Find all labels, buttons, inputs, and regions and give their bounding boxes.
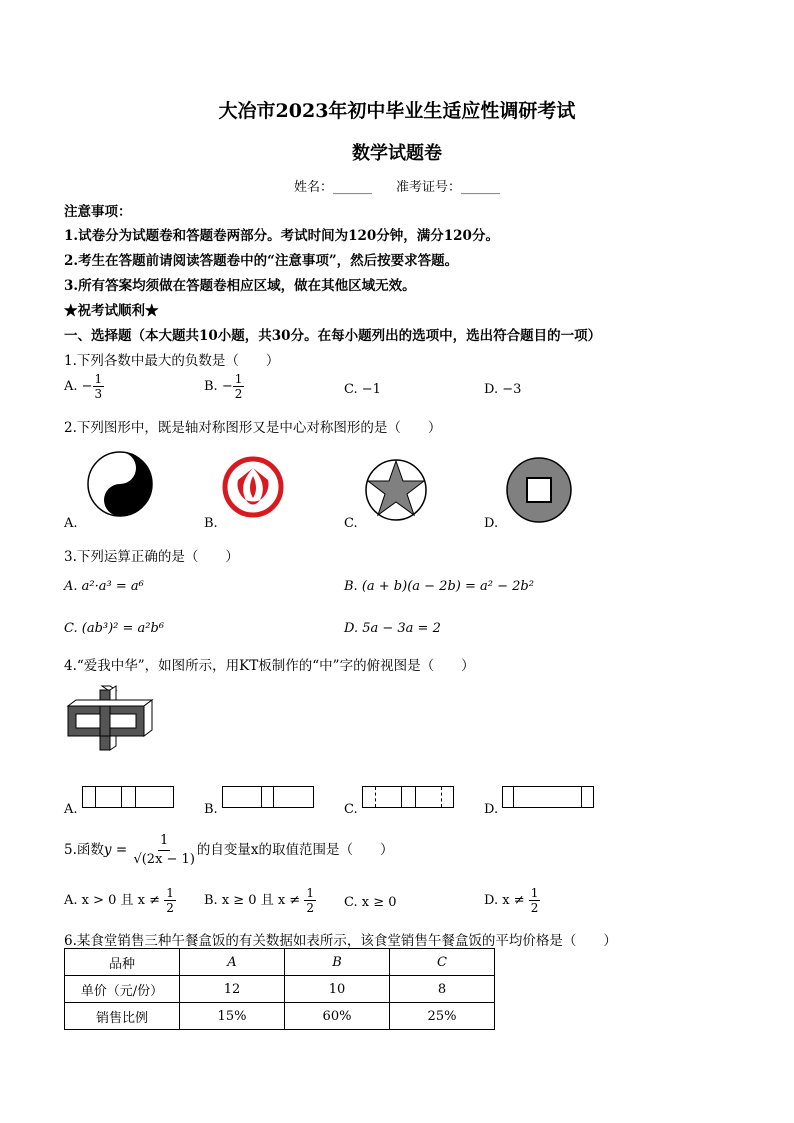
q5-equals: = xyxy=(111,842,132,858)
table-cell: 8 xyxy=(390,976,495,1003)
q1-b-num: 1 xyxy=(234,372,243,386)
coin-figure xyxy=(506,457,572,523)
q5-suffix: 的自变量x的取值范围是（ ） xyxy=(196,842,394,858)
q4-a-line-1 xyxy=(95,787,96,807)
table-cell: 12 xyxy=(180,976,285,1003)
q4-c-line-1 xyxy=(401,787,402,807)
q5-function-fraction xyxy=(131,832,196,869)
q1-stem: 1.下列各数中最大的负数是（ ） xyxy=(64,353,280,369)
q5-a-num: 1 xyxy=(166,886,174,900)
q3-option-c: C. (ab³)² = a²b⁶ xyxy=(64,621,165,636)
q5-d-fraction xyxy=(529,886,541,915)
table-header-cell: A xyxy=(180,949,285,976)
table-cell: 15% xyxy=(180,1003,285,1030)
q4-c-dash-2 xyxy=(441,787,442,807)
q4-d-line-1 xyxy=(513,787,514,807)
table-cell: 25% xyxy=(390,1003,495,1030)
q4-b-line-1 xyxy=(261,787,262,807)
q1-b-prefix: B. − xyxy=(204,379,233,394)
q5-option-d xyxy=(484,886,540,915)
q5-a-text: A. x > 0 且 x ≠ xyxy=(64,893,161,908)
name-field-label: 姓名：______ xyxy=(293,180,372,195)
q5-option-b xyxy=(204,886,316,915)
exam-subtitle: 数学试题卷 xyxy=(352,143,442,164)
star-in-circle-figure xyxy=(364,458,428,522)
table-cell: 10 xyxy=(285,976,390,1003)
q5-b-num: 1 xyxy=(306,886,314,900)
q1-a-num: 1 xyxy=(94,372,103,386)
q6-stem: 6.某食堂销售三种午餐盒饭的有关数据如表所示，该食堂销售午餐盒饭的平均价格是（ ） xyxy=(64,933,617,949)
q2-label-a: A. xyxy=(64,516,78,531)
good-luck-text: ★祝考试顺利★ xyxy=(64,303,159,319)
q4-label-d: D. xyxy=(484,802,499,817)
exam-title: 大冶市2023年初中毕业生适应性调研考试 xyxy=(218,100,576,122)
q1-option-b xyxy=(204,372,244,401)
q4-d-line-2 xyxy=(581,787,582,807)
notice-item-3: 3.所有答案均须做在答题卷相应区域，做在其他区域无效。 xyxy=(64,278,416,294)
q3-option-b: B. (a + b)(a − 2b) = a² − 2b² xyxy=(344,579,534,594)
q4-option-a-view xyxy=(82,786,174,808)
table-header-cell: 品种 xyxy=(65,949,180,976)
q2-label-b: B. xyxy=(204,516,218,531)
q2-label-d: D. xyxy=(484,516,499,531)
q4-stem: 4.“爱我中华”，如图所示，用KT板制作的“中”字的俯视图是（ ） xyxy=(64,658,475,674)
table-cell: 单价（元/份） xyxy=(65,976,180,1003)
q5-var-y: y xyxy=(103,842,112,858)
q1-option-c: C. −1 xyxy=(344,382,381,397)
q5-prefix: 5.函数 xyxy=(64,842,104,858)
table-header-cell: C xyxy=(390,949,495,976)
q5-d-num: 1 xyxy=(530,886,539,900)
q1-a-fraction xyxy=(93,372,105,401)
q5-b-den: 2 xyxy=(306,901,314,915)
q4-b-line-2 xyxy=(273,787,274,807)
q1-option-a xyxy=(64,372,104,401)
q2-label-c: C. xyxy=(344,516,358,531)
q3-option-d: D. 5a − 3a = 2 xyxy=(344,621,441,636)
table-header-cell: B xyxy=(285,949,390,976)
q4-label-b: B. xyxy=(204,802,218,817)
zhong-character-3d-figure xyxy=(64,684,156,752)
q4-label-c: C. xyxy=(344,802,358,817)
q4-c-dash-1 xyxy=(375,787,376,807)
table-header-row xyxy=(65,949,495,976)
q5-b-fraction xyxy=(304,886,316,915)
notice-heading: 注意事项： xyxy=(64,204,132,220)
q5-a-den: 2 xyxy=(166,901,174,915)
q1-a-prefix: A. − xyxy=(64,379,93,394)
section-heading-choice: 一、选择题（本大题共10小题，共30分。在每小题列出的选项中，选出符合题目的一项） xyxy=(64,328,602,344)
q4-option-d-view xyxy=(502,786,594,808)
q2-stem: 2.下列图形中，既是轴对称图形又是中心对称图形的是（ ） xyxy=(64,420,442,436)
q4-option-c-view xyxy=(362,786,454,808)
q5-stem xyxy=(64,832,394,869)
q4-option-b-view xyxy=(222,786,314,808)
q3-stem: 3.下列运算正确的是（ ） xyxy=(64,549,239,565)
table-row xyxy=(65,1003,495,1030)
q3-option-a: A. a²·a³ = a⁶ xyxy=(64,579,144,594)
q1-option-d: D. −3 xyxy=(484,382,522,397)
q4-c-line-2 xyxy=(415,787,416,807)
q1-b-fraction xyxy=(233,372,245,401)
table-cell: 销售比例 xyxy=(65,1003,180,1030)
q5-a-fraction xyxy=(164,886,176,915)
candidate-info xyxy=(0,176,794,195)
q5-den: √(2x − 1) xyxy=(133,852,195,867)
price-table xyxy=(64,948,495,1030)
q4-a-line-3 xyxy=(135,787,136,807)
yin-yang-figure xyxy=(86,450,154,518)
red-emblem-figure xyxy=(222,456,284,518)
q5-d-den: 2 xyxy=(530,901,539,915)
q4-a-line-2 xyxy=(121,787,122,807)
notice-item-1: 1.试卷分为试题卷和答题卷两部分。考试时间为120分钟，满分120分。 xyxy=(64,228,499,244)
id-field-label: 准考证号：______ xyxy=(396,180,501,195)
q5-option-c: C. x ≥ 0 xyxy=(344,895,397,910)
q1-a-den: 3 xyxy=(94,387,103,401)
q5-num: 1 xyxy=(158,832,170,851)
table-cell: 60% xyxy=(285,1003,390,1030)
q5-option-a xyxy=(64,886,176,915)
table-row xyxy=(65,976,495,1003)
q5-d-text: D. x ≠ xyxy=(484,893,525,908)
notice-item-2: 2.考生在答题前请阅读答题卷中的“注意事项”，然后按要求答题。 xyxy=(64,253,459,269)
q5-b-text: B. x ≥ 0 且 x ≠ xyxy=(204,893,301,908)
q4-label-a: A. xyxy=(64,802,78,817)
q1-b-den: 2 xyxy=(234,387,243,401)
